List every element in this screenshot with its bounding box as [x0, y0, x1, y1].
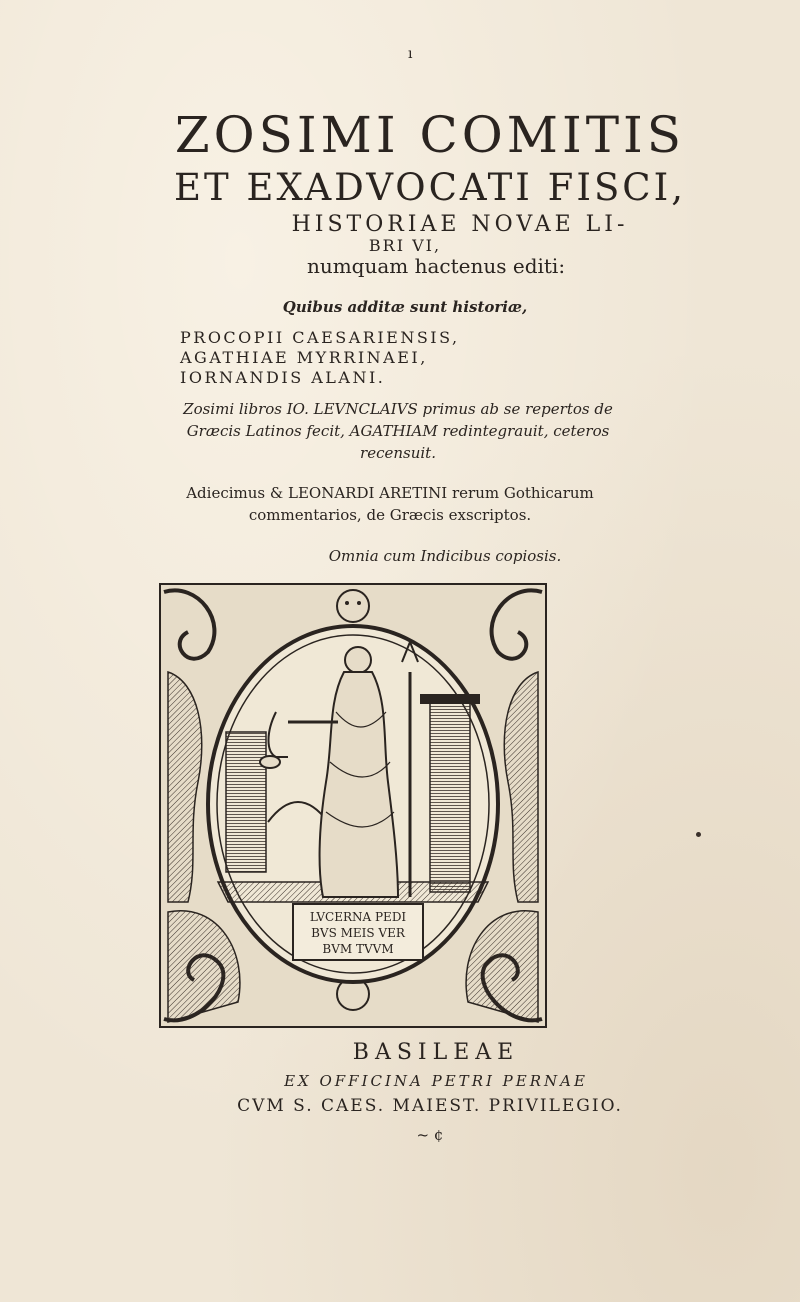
- ink-speck: [696, 832, 701, 837]
- authors-list: [180, 328, 460, 388]
- author-procopius: PROCOPII CAESARIENSIS,: [180, 328, 460, 347]
- index-note: Omnia cum Indicibus copiosis.: [328, 547, 562, 565]
- signature-mark: ı: [408, 46, 413, 62]
- plaque-line-1: LVCERNA PEDI: [309, 910, 407, 924]
- imprint-privilege: CVM S. CAES. MAIEST. PRIVILEGIO.: [237, 1096, 623, 1116]
- plaque-line-2: BVS MEIS VER: [311, 926, 405, 940]
- woodcut-printer-device: [158, 582, 548, 1029]
- author-iornandes: IORNANDIS ALANI.: [180, 368, 386, 387]
- title-line-2: ET EXADVOCATI FISCI,: [173, 166, 686, 209]
- author-agathias: AGATHIAE MYRRINAEI,: [180, 348, 428, 367]
- imprint-city: BASILEAE: [352, 1040, 520, 1065]
- title-line-1: ZOSIMI COMITIS: [174, 106, 686, 164]
- imprint-printer: EX OFFICINA PETRI PERNAE: [284, 1072, 588, 1090]
- plaque-line-3: BVM TVVM: [322, 942, 394, 956]
- title-line-3: HISTORIAE NOVAE LI-: [291, 212, 629, 237]
- title-line-5: numquam hactenus editi:: [306, 254, 566, 278]
- addition-note: Adiecimus & LEONARDI ARETINI rerum Gothicarum commentarios, de Græcis exscriptos.: [186, 484, 594, 524]
- additions-intro: Quibus additæ sunt historiæ,: [282, 298, 528, 316]
- editor-note: Zosimi libros IO. LEVNCLAIVS primus ab se repertos de Græcis Latinos fecit, AGATHIAM redintegrauit, ceteros recensuit.: [183, 400, 613, 462]
- signature-mark-bottom: ~ ¢: [416, 1126, 444, 1144]
- title-line-4: BRI VI,: [368, 236, 442, 255]
